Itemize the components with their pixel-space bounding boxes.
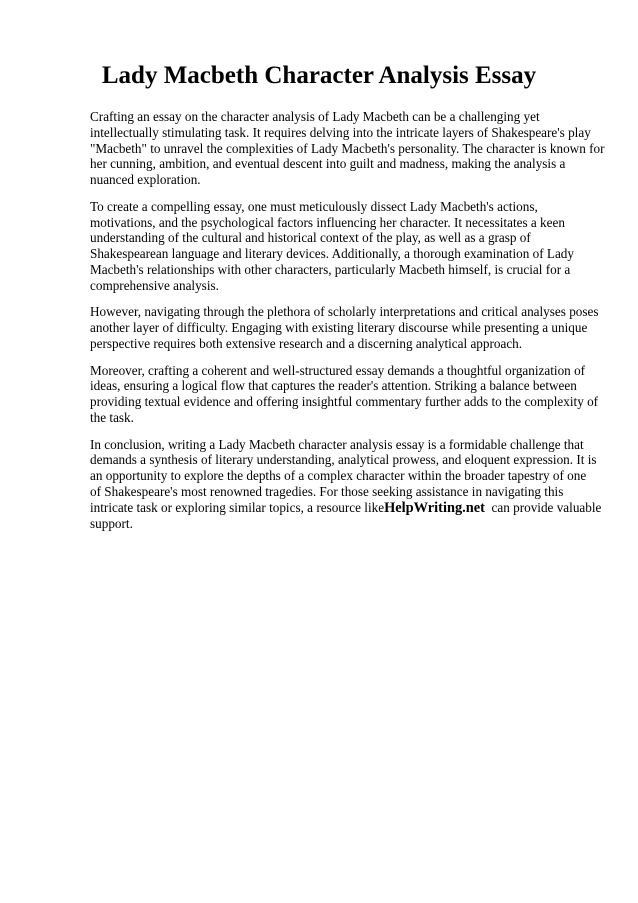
text-line: Crafting an essay on the character analysis of Lady Macbeth can be a challenging yet bbox=[90, 109, 540, 124]
text-line: However, navigating through the plethora of scholarly interpretations and critical analyses poses bbox=[90, 304, 599, 320]
document-body bbox=[90, 109, 605, 543]
text-line: To create a compelling essay, one must meticulously dissect Lady Macbeth's actions, bbox=[90, 198, 538, 214]
link-line-suffix: can provide valuable bbox=[484, 499, 602, 515]
text-line: support. bbox=[90, 516, 133, 532]
text-line: Moreover, crafting a coherent and well-structured essay demands a thoughtful organization of bbox=[90, 362, 586, 378]
paragraph-1 bbox=[90, 109, 605, 188]
text-line: Shakespearean language and literary devices. Additionally, a thorough examination of Lady bbox=[90, 246, 574, 261]
text-line: another layer of difficulty. Engaging with existing literary discourse while presenting a unique bbox=[90, 320, 588, 335]
link-line-prefix: intricate task or exploring similar topics, a resource like bbox=[90, 499, 385, 515]
text-line: comprehensive analysis. bbox=[90, 277, 219, 293]
paragraph-2 bbox=[90, 199, 600, 294]
document-title: Lady Macbeth Character Analysis Essay bbox=[101, 62, 537, 89]
text-line: Macbeth's relationships with other characters, particularly Macbeth himself, is crucial for a bbox=[90, 261, 571, 277]
text-line: ideas, ensuring a logical flow that captures the reader's attention. Striking a balance between bbox=[90, 378, 577, 394]
text-line: "Macbeth" to unravel the complexities of Lady Macbeth's personality. The character is known for bbox=[90, 140, 605, 156]
text-line: her cunning, ambition, and eventual descent into guilt and madness, making the analysis a bbox=[90, 156, 566, 172]
paragraph-5 bbox=[90, 437, 600, 533]
text-line: nuanced exploration. bbox=[90, 172, 201, 187]
text-line: providing textual evidence and offering insightful commentary further adds to the complexity of bbox=[90, 394, 599, 409]
text-line: In conclusion, writing a Lady Macbeth character analysis essay is a formidable challenge that bbox=[90, 436, 584, 452]
text-line: an opportunity to explore the depths of a complex character within the broader tapestry of one bbox=[90, 468, 587, 483]
text-line: demands a synthesis of literary understanding, analytical prowess, and eloquent expression. It is bbox=[90, 452, 597, 468]
helpwriting-link[interactable]: HelpWriting.net bbox=[384, 499, 485, 516]
text-line: understanding of the cultural and historical context of the play, as well as a grasp of bbox=[90, 230, 531, 246]
text-line: motivations, and the psychological factors influencing her character. It necessitates a keen bbox=[90, 214, 565, 230]
paragraph-3 bbox=[90, 304, 600, 351]
text-line: intellectually stimulating task. It requires delving into the intricate layers of Shakespeare's play bbox=[90, 124, 591, 140]
text-line: of Shakespeare's most renowned tragedies. For those seeking assistance in navigating this bbox=[90, 483, 564, 499]
text-line: the task. bbox=[90, 409, 134, 425]
text-line: perspective requires both extensive research and a discerning analytical approach. bbox=[90, 335, 523, 351]
paragraph-4 bbox=[90, 363, 600, 426]
text-line-with-link bbox=[90, 500, 600, 517]
